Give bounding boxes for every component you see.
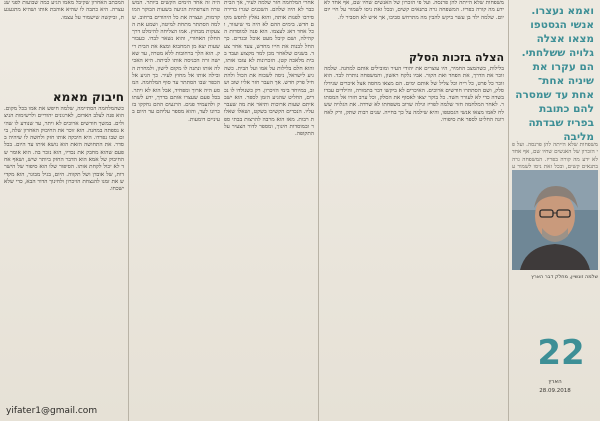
page-number: 22 [537,333,585,373]
pull-quote-line: שיניה אחת־ [537,75,594,87]
column-rule [318,0,319,421]
article-paragraph: משפחות שלא הייתה להן פרנסה. ועל פי הזכרון של האנשים שחיו שם, אף אחד לא ידע מה קורה בפריז. המשפחה גרה בתנאים קשים, ובכל זאת ניסו לשמור על חיי יום יום. שלמה ילד בן עשר ביקש להבין מה מתרחש סביבו, אך איש לא הסביר לו. [324,0,504,21]
pull-quote-line: אנשי הגסטפו [530,19,594,31]
article-paragraph: אחרי המלחמה חזר שלמה לעיר, אך הבית כבר לא היה שלהם. השכנים שגרו בדירה סירבו לפנות אותה, והוא נאלץ לחפש מקום חדש. בימים ההם לא היה מי שיעזור, וכל אחד דאג לעצמו. הוא פנה למוסדות הקהילה, ושם קיבל מעט אוכל ובגדים. כך החל לבנות את חייו מחדש, צעד אחר צעד. בשנים שלאחר מכן למד מקצוע ועבד בבית מלאכה קטן. הזכרונות לא עזבו אותו, והוא חלם בלילות על אמו ועל הבית. כשהגיע לישראל, ניסה לשכוח את הכול ולהתחיל פרק חדש. אך העבר חזר אליו שוב ושוב, במיוחד בימי הזיכרון. רק כשנולדו לו נכדים, החליט שהגיע הזמן לספר. הוא ישב איתם שעות ארוכות ותיאר את מה שעבר עליו. הנכדים הקשיבו בשקט, ושאלו שאלות רבות. מאז הוא מרבה להרצות בבתי ספר ובמוסדות חינוך, ומספר לדור הצעיר על התקופה. [224,0,314,138]
pull-quote-line: ואמא נעצרו. [531,5,594,17]
photo-caption: שלמה זונשיין, מחלק דבר הארץ [531,274,598,280]
margin-text [512,142,598,168]
pull-quote-line: בפריז שבדתה [528,117,594,129]
article-paragraph: כשהמלחמה הסתיימה, שלמה חיפש את אמו בכל מקום. הוא פנה לצלב האדום, לארגונים יהודיים ולרשימות הניצולים. במשך חודשים ארוכים לא ויתר, עד שנודע לו שהיא נספתה במחנה. הוא זוכר את החיבוק האחרון שלה, ביום שבו נפרדו. היא חיבקה אותו חזק ולחשה לו שיהיה בסדר. את התחושה הזאת הוא נושא איתו עד היום. בכל פעם שהוא מחבק את נכדיו, הוא נזכר בה. הוא אומר שהחיבוק של אמא הוא הדבר החזק ביותר שיש, ושאף אחד לא יכול לקחת אותו. הסיפור שלו הוא סיפור של הישרדות, של אובדן ושל תקווה. היום, בגיל מבוגר, הוא מקדיש את זמנו להנצחת הזיכרון ולחינוך הדור הבא, כדי שלא ישכחו. [4,106,124,193]
pull-quote-line: מצאו אצלה [536,33,594,45]
author-email[interactable]: yifater1@gmail.com [6,406,98,416]
article-column-right [324,0,504,421]
section-heading: חיבוק מאמא [52,90,124,104]
pull-quote [510,0,600,143]
author-photo [512,170,598,270]
article-paragraph: בלילות, כשהמצב החמיר, היו עוצרים את יהודי העיר ומובילים אותם למחנה. שלמה זוכר את הדרך, את הפחד ואת הקור. אביו נלקח ראשון, והמשפחה נותרה לבד. הוא זוכר כל פרט, כל ריח וכל צליל של אותם ימים. הם מצאו מחסה אצל איכרים שגידלו סלק, ושם הסתתרו חודשים ארוכים. האיכרים לא ביקשו דבר בתמורה, והילדים עבדו בשדה כדי לא לעורר חשד. כל בוקר יצאו לאסוף את הסלק, וכל ערב חזרו אל המסתור. לאחר המלחמה חזר שלמה לפריז וגילה שרוב משפחתו לא שרדה. את הגלויה ששלח לאמו מצאו אנשי הגסטפו, והיא שילמה על כך בחייה. שנים רבות שתק, ורק לאחרונה החליט לספר את סיפורו. [324,66,504,124]
article-column-middle-right [224,0,314,421]
pull-quote-line: אחת עד שמסרה [515,89,594,101]
article-column-middle-left [132,0,220,421]
pull-quote-line: גלויה ששלחתי. [521,47,594,59]
article-column-left [4,0,124,421]
pull-quote-line: הם עקרו את [532,61,594,73]
paper-date: 28.09.2018 [539,388,571,394]
paper-info [512,378,598,396]
pull-quote-line: להם כתובת [539,103,594,115]
paper-section: הארץ [548,379,562,385]
pull-quote-line: מליבה [563,131,594,143]
section-heading: הצלה בזכות הסלק [408,51,504,64]
article-paragraph: היה זה אחד הימים הקשים ביותר. המשטרה הצרפתית הגיעה בשעות הבוקר המוקדמות, ועצרה את כל היהודים ברחוב. שלמה הסתתר מתחת למיטה, ושמע את הצעקות מבחוץ. אמו הצליחה להימלט דרך החלון האחורי, והוא נשאר לבדו. כעבור שעות יצא מן המחבוא ומצא את הבית ריק. הוא הלך ברחובות ללא מטרה, עד שאישה זרה הכניסה אותו לביתה. היא האכילה אותו ונתנה לו מקום לישון, ולמחרת הובילה אותו אל מחוץ לעיר. כך הגיע אל הכפר שבו הסתתר עד סוף המלחמה. המסע היה ארוך ומפחיד, אבל הוא לא ויתר. בכל פעם שעצרו אותם בדרך, ידע לשתוק ולהעמיד פנים. הרגעים ההם נחקקו בזכרונו לעד, והוא מספר עליהם עד היום בעיניים דומעות. [132,0,220,123]
column-rule [128,0,129,421]
article-paragraph: המכתב האחרון שקיבל מאמו הגיע כמה שבועות לפני שנעצרה. היא כתבה לו שהיא אוהבת אותו ושהיא מתגעגעת, וביקשה שישמור על עצמו. [4,0,124,21]
portrait-image [512,170,598,270]
column-rule [508,0,509,421]
article-paragraph: משפחות שלא הייתה להן פרנסה. ועל פי הזכרון של האנשים שחיו שם, אף אחד לא ידע מה קורה בפריז. המשפחה גרה בתנאים קשים, ובכל זאת ניסו לשמור ע [512,142,598,170]
